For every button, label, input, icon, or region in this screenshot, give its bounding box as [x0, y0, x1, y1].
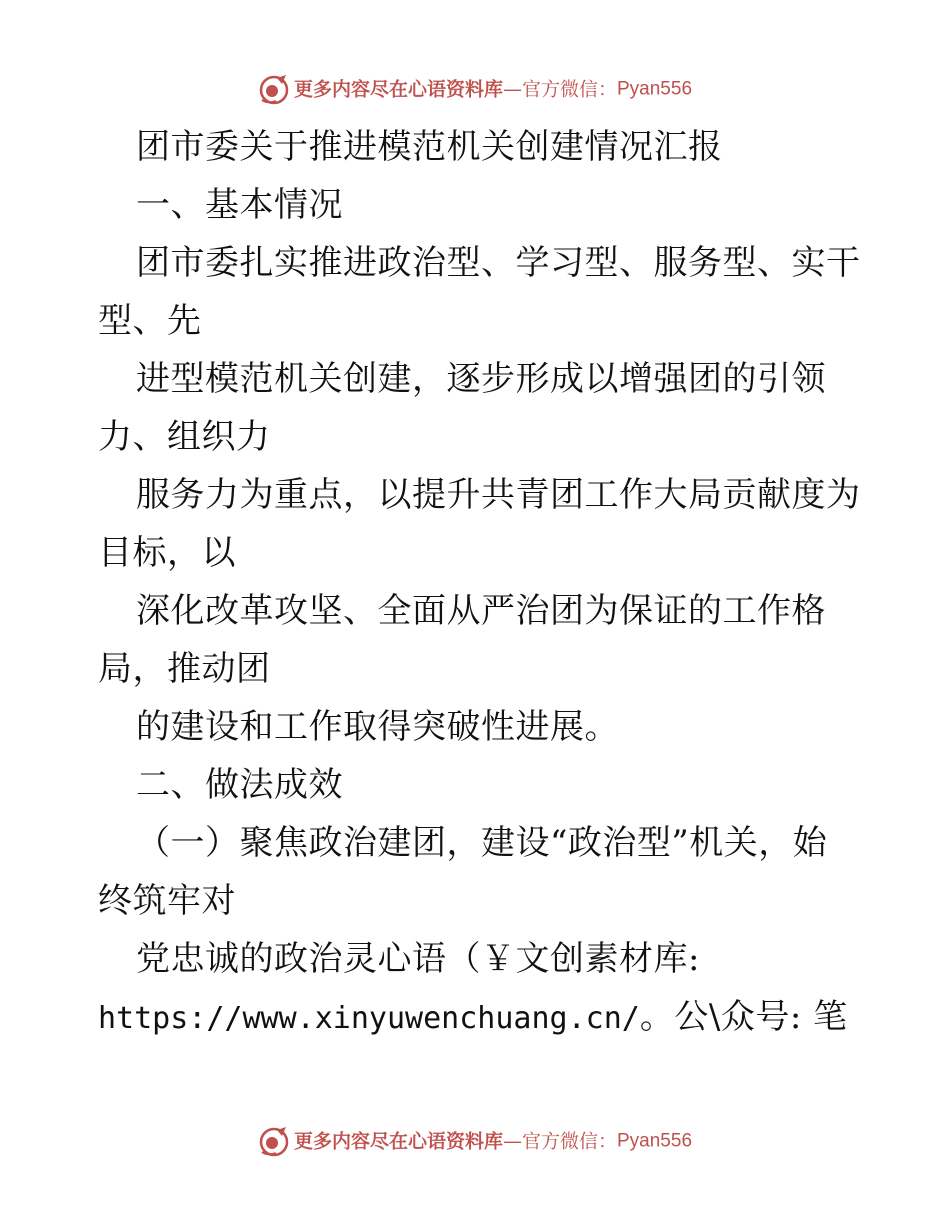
subsection-heading: （一）聚焦政治建团，建设“政治型”机关，始 [136, 823, 828, 863]
document-body [98, 118, 861, 1046]
url-line-rest: 。公\众号: 笔 [639, 997, 848, 1037]
paragraph-line: 深化改革攻坚、全面从严治团为保证的工作格 [136, 591, 826, 631]
watermark-dash: — [502, 1130, 522, 1153]
paragraph-line: 局，推动团 [98, 649, 271, 689]
watermark-main-text: 更多内容尽在心语资料库 [293, 78, 503, 101]
section-heading-methods: 二、做法成效 [136, 765, 343, 805]
watermark-wechat-id: Pyan556 [617, 78, 693, 100]
watermark-tail-text: 官方微信： [521, 78, 617, 101]
watermark-tail-text: 官方微信： [521, 1130, 617, 1153]
paragraph-line: 力、组织力 [98, 417, 271, 457]
paragraph-line: 终筑牢对 [98, 881, 236, 921]
header-watermark [0, 72, 950, 106]
document-title: 团市委关于推进模范机关创建情况汇报 [136, 127, 723, 167]
section-heading-basic: 一、基本情况 [136, 185, 343, 225]
paragraph-line: 团市委扎实推进政治型、学习型、服务型、实干 [136, 243, 861, 283]
paragraph-line: 党忠诚的政治灵心语（￥文创素材库: [136, 939, 700, 979]
paragraph-line: 服务力为重点，以提升共青团工作大局贡献度为 [136, 475, 861, 515]
footer-watermark [0, 1124, 950, 1158]
paragraph-line: 目标，以 [98, 533, 236, 573]
pen-logo-icon [258, 74, 290, 106]
watermark-main-text: 更多内容尽在心语资料库 [293, 1130, 503, 1153]
watermark-dash: — [502, 78, 522, 101]
paragraph-line: 的建设和工作取得突破性进展。 [136, 707, 619, 747]
paragraph-line: 型、先 [98, 301, 202, 341]
pen-logo-icon [258, 1126, 290, 1158]
url-line [98, 988, 858, 1046]
source-url-link[interactable]: https://www.xinyuwenchuang.cn/ [98, 1001, 640, 1036]
watermark-wechat-id: Pyan556 [617, 1130, 693, 1152]
paragraph-line: 进型模范机关创建，逐步形成以增强团的引领 [136, 359, 826, 399]
